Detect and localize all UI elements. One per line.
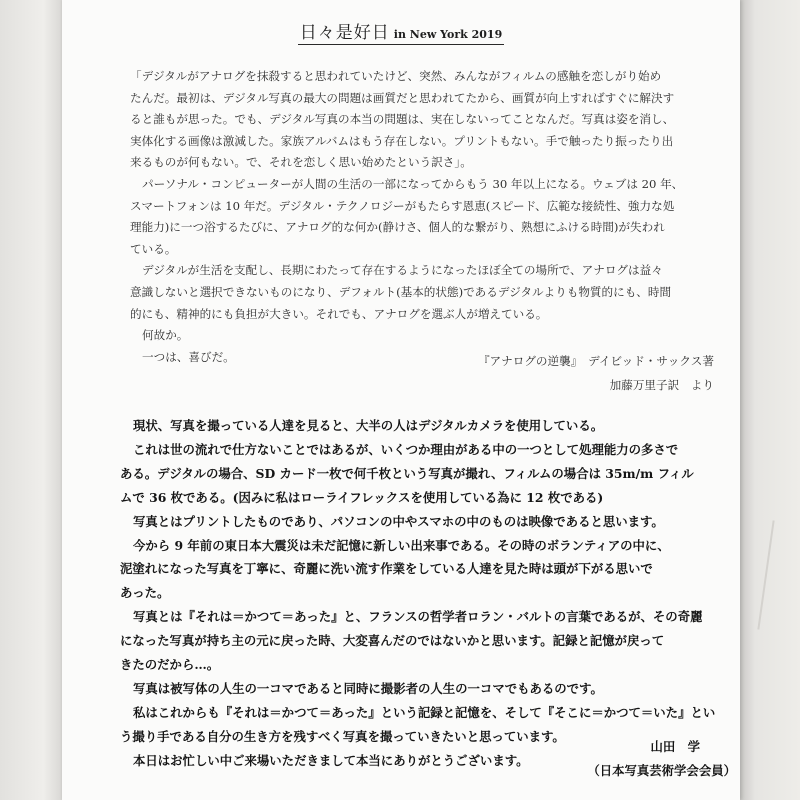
quote-citation-source: 『アナログの逆襲』 デイビッド・サックス著: [477, 354, 714, 368]
wall-right: [740, 0, 800, 800]
statement-line: 現状、写真を撮っている人達を見ると、大半の人はデジタルカメラを使用している。: [133, 418, 604, 433]
printed-notice-sheet: [62, 0, 740, 800]
statement-line: これは世の流れで仕方ないことではあるが、いくつか理由がある中の一つとして処理能力の多さで: [133, 441, 679, 457]
statement-line: 写真とは『それは＝かつて＝あった』と、フランスの哲学者ロラン・バルトの言葉であるが、その奇麗: [133, 609, 703, 625]
page-title: [62, 18, 740, 45]
book-quote: [130, 66, 690, 368]
quote-line: 意識しないと選択できないものになり、デフォルト(基本的状態)であるデジタルよりも物質的にも、時間: [130, 284, 672, 299]
quote-line: 「デジタルがアナログを抹殺すると思われていたけど、突然、みんながフィルムの感触を恋しがり始め: [130, 69, 662, 83]
statement-line: あった。: [120, 585, 170, 601]
wall-left: [0, 0, 62, 800]
author-statement: [120, 414, 725, 773]
quote-line: スマートフォンは 10 年だ。デジタル・テクノロジーがもたらす恩恵(スピード、広範な接続性、強力な処: [130, 198, 675, 213]
quote-line: デジタルが生活を支配し、長期にわたって存在するようになったほぼ全ての場所で、アナログは益々: [142, 263, 663, 278]
title-sub: in New York 2019: [393, 28, 503, 41]
statement-line: ムで 36 枚である。(因みに私はローライフレックスを使用している為に 12 枚である): [120, 489, 604, 505]
quote-line: 実体化する画像は激減した。家族アルバムはもう存在しない。プリントもない。手で触ったり振ったり出: [130, 133, 674, 148]
statement-line: う撮り手である自分の生き方を残すべく写真を撮っていきたいと思っています。: [120, 728, 565, 744]
title-main: 日々是好日: [299, 23, 390, 43]
quote-line: 何故か。: [142, 328, 189, 343]
statement-line: 写真とはプリントしたものであり、パソコンの中やスマホの中のものは映像であると思います。: [133, 513, 664, 529]
statement-line: きたのだから…。: [120, 657, 220, 673]
statement-line: 泥塗れになった写真を丁寧に、奇麗に洗い流す作業をしている人達を見た時は頭が下がる思いで: [120, 561, 653, 577]
quote-line: たんだ。最初は、デジタル写真の最大の問題は画質だと思われてたから、画質が向上すればすぐに解決す: [130, 90, 675, 105]
statement-line: 写真は被写体の人生の一コマであると同時に撮影者の人生の一コマでもあるのです。: [133, 680, 603, 696]
signature-affiliation: （日本写真芸術学会会員）: [587, 763, 736, 778]
quote-line: パーソナル・コンピューターが人間の生活の一部になってからもう 30 年以上になる。ウェブは 20 年、: [142, 176, 684, 191]
title-underline-group: [298, 18, 504, 45]
quote-line: ている。: [130, 241, 177, 256]
statement-line: 本日はお忙しい中ご来場いただきまして本当にありがとうございます。: [133, 752, 529, 768]
statement-line: になった写真が持ち主の元に戻った時、大変喜んだのではないかと思います。記録と記憶が戻って: [120, 633, 665, 649]
quote-line: ると誰もが思った。でも、デジタル写真の本当の問題は、実在しないってことなんだ。写真は姿を消し、: [130, 112, 675, 127]
quote-line: 一つは、喜びだ。: [142, 349, 235, 364]
statement-line: 私はこれからも『それは＝かつて＝あった』という記録と記憶を、そして『そこに＝かつて＝いた』とい: [133, 704, 716, 720]
quote-line: 理能力)に一つ浴するたびに、アナログ的な何か(静けさ、個人的な繋がり、熟想にふける時間)が失われ: [130, 220, 665, 235]
signature-name: 山田 学: [650, 739, 700, 754]
statement-line: ある。デジタルの場合、SD カード一枚で何千枚という写真が撮れ、フィルムの場合は 35m/m フィル: [120, 465, 694, 481]
quote-line: 来るものが何もない。で、それを恋しく思い始めたという訳さ」。: [130, 155, 472, 170]
statement-line: 今から 9 年前の東日本大震災は未だ記憶に新しい出来事である。その時のボランティアの中に、: [133, 537, 670, 553]
quote-line: 的にも、精神的にも負担が大きい。それでも、アナログを選ぶ人が増えている。: [130, 306, 548, 321]
quote-citation-translator: 加藤万里子訳 より: [609, 378, 714, 392]
